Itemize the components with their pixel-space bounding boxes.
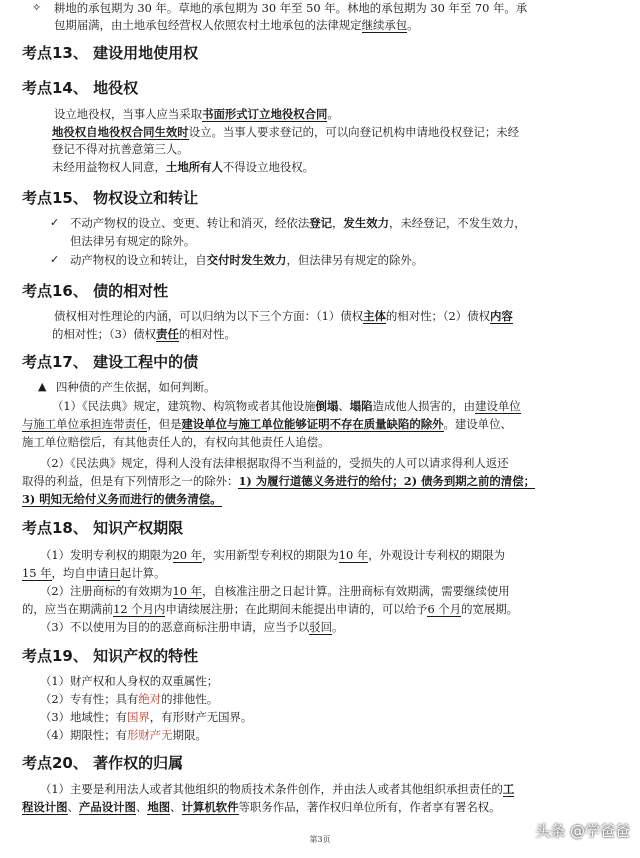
- text-line: 与施工单位承担连带责任，但是建设单位与施工单位能够证明不存在质量缺陷的除外。建设单位、: [22, 417, 512, 431]
- text-line: 3) 明知无给付义务而进行的债务清偿。: [22, 492, 222, 506]
- text-line: 地役权自地役权合同生效时设立。当事人要求登记的，可以向登记机构申请地役权登记；未经: [52, 125, 520, 139]
- section-heading-18: 考点18、 知识产权期限: [22, 519, 184, 537]
- list-item: （2）专有性；具有绝对的排他性。: [40, 692, 219, 706]
- diamond-bullet-icon: ✧: [32, 1, 42, 14]
- text-line: 的相对性；（3）债权责任的相对性。: [52, 327, 236, 341]
- text-line: （2）注册商标的有效期为10 年，自核准注册之日起计算。注册商标有效期满，需要继续使用: [40, 584, 510, 598]
- triangle-bullet-icon: ▲: [38, 380, 47, 393]
- text-line: （1）发明专利权的期限为20 年，实用新型专利权的期限为10 年，外观设计专利权的期限为: [40, 548, 505, 562]
- text-line: 的，应当在期满前12 个月内申请续展注册；在此期间未能提出申请的，可以给予6 个月的宽展期。: [22, 602, 519, 616]
- text-line: 包期届满，由土地承包经营权人依照农村土地承包的法律规定继续承包。: [54, 18, 419, 32]
- text-line: 设立地役权，当事人应当采取书面形式订立地役权合同。: [54, 107, 339, 121]
- text-line: 耕地的承包期为 30 年。草地的承包期为 30 年至 50 年。林地的承包期为 30 年至 70 年。承: [54, 1, 528, 15]
- text-line: 不动产物权的设立、变更、转让和消灭，经依法登记，发生效力，未经登记，不发生效力，: [70, 216, 526, 230]
- text-line: （2）《民法典》规定，得利人没有法律根据取得不当利益的，受损失的人可以请求得利人返还: [40, 456, 509, 470]
- section-heading-20: 考点20、 著作权的归属: [22, 754, 184, 772]
- list-item: （3）地域性；有国界，有形财产无国界。: [40, 710, 253, 724]
- text-line: 取得的利益，但是有下列情形之一的除外：1) 为履行道德义务进行的给付；2) 债务到期之前的清偿；: [22, 474, 535, 488]
- text-line: 程设计图、产品设计图、地图、计算机软件等职务作品，著作权归单位所有，作者享有署名权。: [22, 800, 501, 814]
- section-heading-15: 考点15、 物权设立和转让: [22, 189, 199, 207]
- section-heading-13: 考点13、 建设用地使用权: [22, 44, 199, 62]
- watermark: 头条 @学爸爸: [535, 822, 630, 840]
- section-heading-16: 考点16、 债的相对性: [22, 282, 169, 300]
- checkmark-icon: ✓: [50, 253, 60, 266]
- text-line: 施工单位赔偿后，有其他责任人的，有权向其他责任人追偿。: [22, 435, 330, 449]
- section-heading-17: 考点17、 建设工程中的债: [22, 353, 199, 371]
- text-line: 未经用益物权人同意，土地所有人不得设立地役权。: [52, 160, 315, 174]
- checkmark-icon: ✓: [50, 216, 60, 229]
- text-line: 债权相对性理论的内涵，可以归纳为以下三个方面：（1）债权主体的相对性；（2）债权内容: [54, 309, 513, 323]
- text-line: 登记不得对抗善意第三人。: [52, 142, 189, 156]
- list-item: （4）期限性；有形财产无期限。: [40, 728, 207, 742]
- text-line: 但法律另有规定的除外。: [70, 234, 196, 248]
- section-heading-19: 考点19、 知识产权的特性: [22, 647, 199, 665]
- text-line: 四种债的产生依据，如何判断。: [56, 380, 216, 394]
- list-item: （1）财产权和人身权的双重属性；: [40, 674, 219, 688]
- text-line: （3）不以使用为目的的恶意商标注册申请，应当予以驳回。: [40, 620, 344, 634]
- text-line: （1）主要是利用法人或者其他组织的物质技术条件创作，并由法人或者其他组织承担责任的工: [40, 782, 515, 796]
- text-line: 动产物权的设立和转让，自交付时发生效力，但法律另有规定的除外。: [70, 253, 424, 267]
- page-number: 第3页: [309, 835, 331, 844]
- section-heading-14: 考点14、 地役权: [22, 79, 139, 97]
- text-line: （1）《民法典》规定，建筑物、构筑物或者其他设施倒塌、塌陷造成他人损害的，由建设单位: [52, 399, 521, 413]
- text-line: 15 年，均自申请日起计算。: [22, 566, 166, 580]
